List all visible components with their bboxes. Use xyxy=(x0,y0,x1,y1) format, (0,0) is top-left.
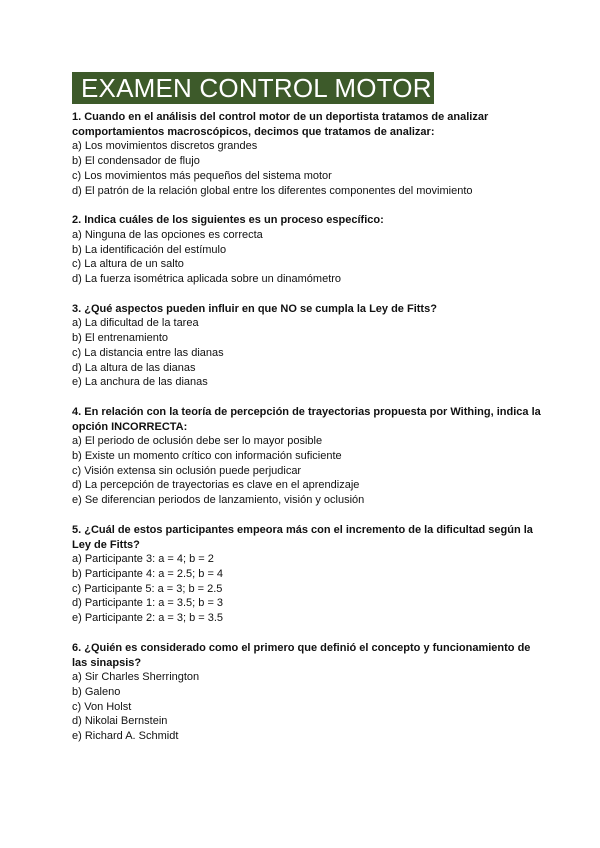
question-text: 2. Indica cuáles de los siguientes es un proceso específico: xyxy=(72,214,384,227)
question-list xyxy=(72,110,542,759)
option-a: a) Ninguna de las opciones es correcta xyxy=(72,228,263,241)
option-c: c) Los movimientos más pequeños del sistema motor xyxy=(72,169,332,182)
option-b: b) El entrenamiento xyxy=(72,332,168,345)
option-b: b) Participante 4: a = 2.5; b = 4 xyxy=(72,567,224,580)
question-text: 1. Cuando en el análisis del control motor de un deportista tratamos de analizar comportamientos macroscópicos, decimos que tratamos de analizar: xyxy=(72,111,489,138)
option-list xyxy=(72,670,542,744)
option-e: e) La anchura de las dianas xyxy=(72,376,208,389)
option-b: b) El condensador de flujo xyxy=(72,155,200,168)
question-1 xyxy=(72,110,542,198)
question-6 xyxy=(72,641,542,744)
option-b: b) Galeno xyxy=(72,685,121,698)
option-list xyxy=(72,434,542,508)
option-d: d) La fuerza isométrica aplicada sobre un dinamómetro xyxy=(72,273,342,286)
option-list xyxy=(72,139,542,198)
question-5 xyxy=(72,523,542,626)
question-text: 3. ¿Qué aspectos pueden influir en que NO se cumpla la Ley de Fitts? xyxy=(72,302,437,315)
question-2 xyxy=(72,213,542,287)
option-a: a) La dificultad de la tarea xyxy=(72,317,199,330)
question-4 xyxy=(72,405,542,508)
option-e: e) Se diferencian periodos de lanzamiento, visión y oclusión xyxy=(72,494,365,507)
option-d: d) La percepción de trayectorias es clave en el aprendizaje xyxy=(72,479,360,492)
option-a: a) El periodo de oclusión debe ser lo mayor posible xyxy=(72,435,323,448)
option-b: b) La identificación del estímulo xyxy=(72,243,227,256)
option-list xyxy=(72,228,542,287)
option-c: c) Visión extensa sin oclusión puede perjudicar xyxy=(72,464,302,477)
option-c: c) Von Holst xyxy=(72,700,132,713)
question-text: 4. En relación con la teoría de percepción de trayectorias propuesta por Withing, indica la opción INCORRECTA: xyxy=(72,405,541,433)
option-list xyxy=(72,552,542,626)
option-c: c) Participante 5: a = 3; b = 2.5 xyxy=(72,582,223,595)
question-3 xyxy=(72,302,542,390)
option-a: a) Sir Charles Sherrington xyxy=(72,671,200,684)
option-e: e) Richard A. Schmidt xyxy=(72,730,179,743)
exam-title: EXAMEN CONTROL MOTOR xyxy=(72,72,434,104)
option-d: d) El patrón de la relación global entre los diferentes componentes del movimiento xyxy=(72,184,473,197)
option-c: c) La altura de un salto xyxy=(72,258,184,271)
option-d: d) La altura de las dianas xyxy=(72,361,196,374)
option-a: a) Participante 3: a = 4; b = 2 xyxy=(72,553,214,566)
option-a: a) Los movimientos discretos grandes xyxy=(72,140,258,153)
option-list xyxy=(72,316,542,390)
option-b: b) Existe un momento crítico con información suficiente xyxy=(72,450,342,463)
question-text: 6. ¿Quién es considerado como el primero que definió el concepto y funcionamiento de las sinapsis? xyxy=(72,641,531,669)
option-d: d) Nikolai Bernstein xyxy=(72,715,168,728)
option-c: c) La distancia entre las dianas xyxy=(72,346,224,359)
option-d: d) Participante 1: a = 3.5; b = 3 xyxy=(72,597,224,610)
option-e: e) Participante 2: a = 3; b = 3.5 xyxy=(72,612,224,625)
question-text: 5. ¿Cuál de estos participantes empeora más con el incremento de la dificultad según la Ley de Fitts? xyxy=(72,523,533,551)
